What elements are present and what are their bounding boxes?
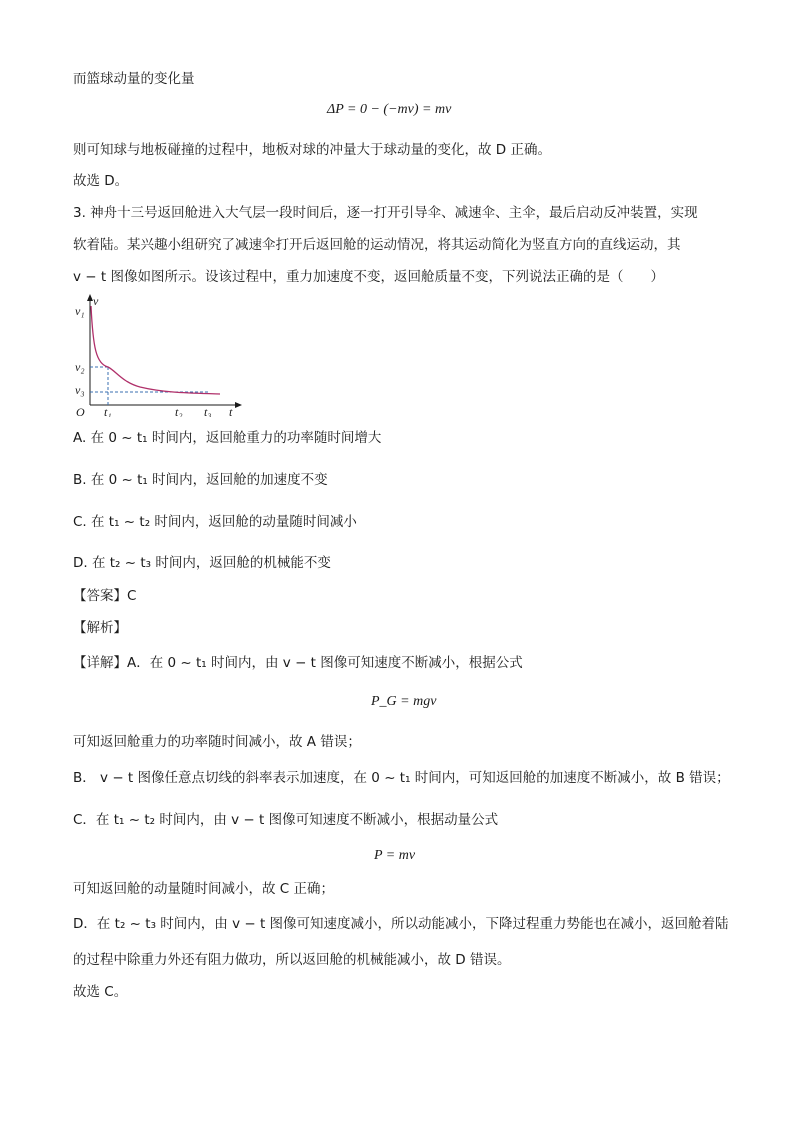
equation-momentum: P = mv <box>374 848 416 863</box>
label-origin: O <box>76 405 85 417</box>
label-t1: t₁ <box>104 405 112 417</box>
explanation-a-line-2: 可知返回舱重力的功率随时间减小，故 A 错误； <box>73 734 361 750</box>
answer-label: 【答案】C <box>73 588 137 604</box>
label-t3: t₃ <box>204 405 212 417</box>
text-line: 故选 D。 <box>73 173 129 189</box>
question-3-line-3: v − t 图像如图所示。设该过程中，重力加速度不变，返回舱质量不变，下列说法正确的是（ ） <box>73 269 664 285</box>
explanation-c-line-1: C．在 t₁ ~ t₂ 时间内，由 v − t 图像可知速度不断减小，根据动量公式 <box>73 812 499 828</box>
label-v: v <box>93 294 99 308</box>
label-v2: v₂ <box>75 360 85 374</box>
explanation-d-line-2: 的过程中除重力外还有阻力做功，所以返回舱的机械能减小，故 D 错误。 <box>73 952 511 968</box>
t-axis-arrow <box>235 402 242 408</box>
option-a: A. 在 0 ~ t₁ 时间内，返回舱重力的功率随时间增大 <box>73 430 382 446</box>
equation-momentum-change: ΔP = 0 − (−mv) = mv <box>327 102 452 117</box>
label-t: t <box>229 405 233 417</box>
explanation-d-line-1: D．在 t₂ ~ t₃ 时间内，由 v − t 图像可知速度减小，所以动能减小，下降过程重力势能也在减小，返回舱着陆 <box>73 916 729 932</box>
question-3-line-2: 软着陆。某兴趣小组研究了减速伞打开后返回舱的运动情况，将其运动简化为竖直方向的直线运动，其 <box>73 237 681 253</box>
text-line: 而篮球动量的变化量 <box>73 71 195 87</box>
explanation-a-line-1: 【详解】A．在 0 ~ t₁ 时间内，由 v − t 图像可知速度不断减小，根据公式 <box>73 655 523 671</box>
v-t-graph <box>70 292 250 417</box>
analysis-label: 【解析】 <box>73 620 127 636</box>
text-line: 则可知球与地板碰撞的过程中，地板对球的冲量大于球动量的变化，故 D 正确。 <box>73 142 551 158</box>
option-c: C. 在 t₁ ~ t₂ 时间内，返回舱的动量随时间减小 <box>73 514 357 530</box>
explanation-c-line-2: 可知返回舱的动量随时间减小，故 C 正确； <box>73 881 335 897</box>
label-v3: v₃ <box>75 383 85 397</box>
velocity-curve <box>91 306 220 394</box>
explanation-b: B． v − t 图像任意点切线的斜率表示加速度，在 0 ~ t₁ 时间内，可知返回舱的加速度不断减小，故 B 错误； <box>73 770 730 786</box>
label-t2: t₂ <box>175 405 183 417</box>
option-d: D. 在 t₂ ~ t₃ 时间内，返回舱的机械能不变 <box>73 555 331 571</box>
final-answer: 故选 C。 <box>73 984 128 1000</box>
equation-gravity-power: P_G = mgv <box>371 694 437 709</box>
option-b: B. 在 0 ~ t₁ 时间内，返回舱的加速度不变 <box>73 472 328 488</box>
label-v1: v₁ <box>75 304 85 318</box>
question-3-line-1: 3. 神舟十三号返回舱进入大气层一段时间后，逐一打开引导伞、减速伞、主伞，最后启动反冲装置，实现 <box>73 205 698 221</box>
